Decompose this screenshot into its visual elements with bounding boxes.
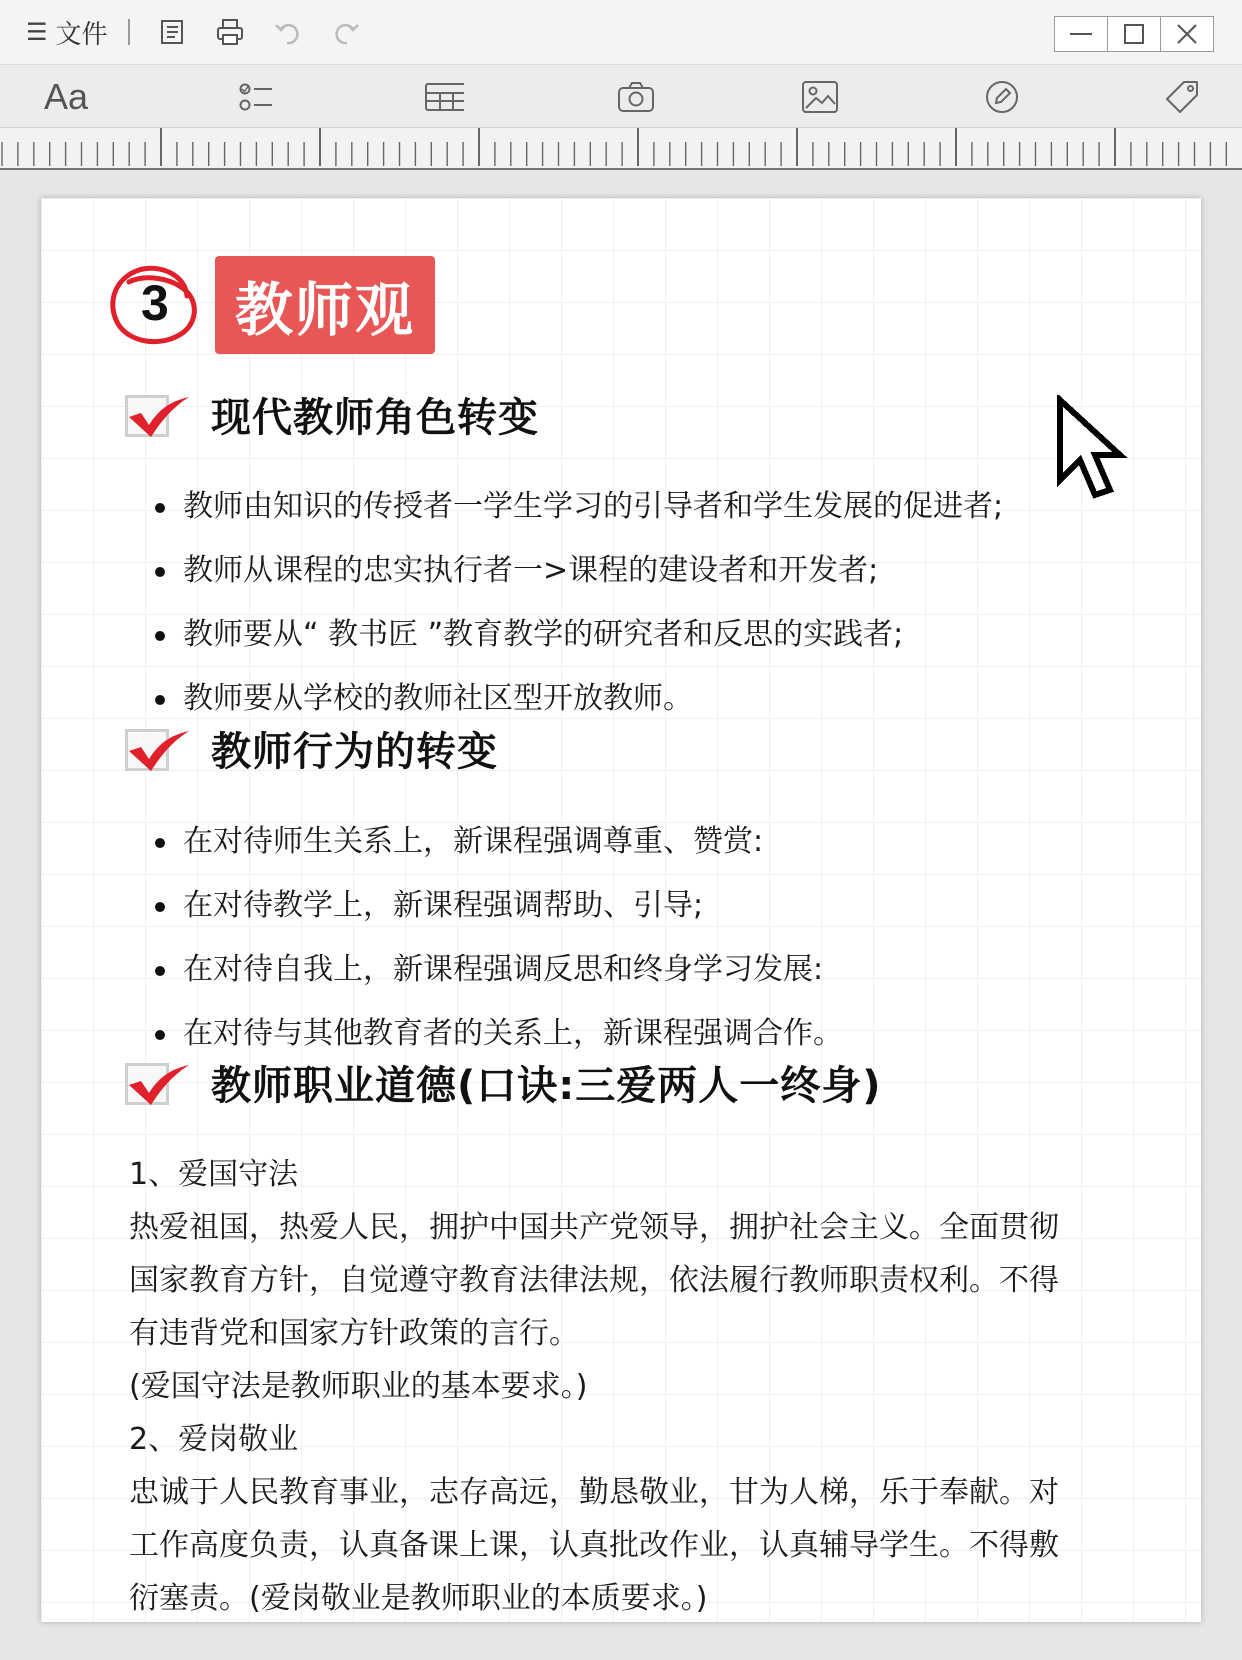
checkbox-icon — [125, 1055, 191, 1111]
titlebar-divider — [128, 19, 130, 45]
file-menu-button[interactable] — [26, 14, 108, 51]
ruler — [0, 128, 1242, 170]
list-item: 教师由知识的传授者一学生学习的引导者和学生发展的促进者; — [151, 475, 1003, 539]
bullet-list-1 — [151, 475, 1003, 731]
list-item: 教师要从“ 教书匠 ”教育教学的研究者和反思的实践者; — [151, 603, 1003, 667]
mouse-pointer-icon — [1055, 395, 1135, 505]
list-item: 教师从课程的忠实执行者一>课程的建设者和开发者; — [151, 539, 1003, 603]
text-line: 工作高度负责，认真备课上课，认真批改作业，认真辅导学生。不得敷 — [129, 1528, 1059, 1563]
title-bar — [0, 0, 1242, 65]
document-page[interactable] — [41, 198, 1201, 1622]
badge-number: 3 — [141, 275, 169, 331]
section-heading-3 — [125, 1054, 882, 1111]
checkbox-icon — [125, 721, 191, 777]
image-icon[interactable] — [800, 77, 840, 117]
text-line: 衍塞责。(爱岗敬业是教师职业的本质要求。) — [129, 1581, 708, 1616]
body-paragraphs — [129, 1148, 1129, 1622]
file-menu-label: 文件 — [55, 19, 108, 50]
minimize-icon[interactable] — [1055, 17, 1108, 51]
format-toolbar — [0, 65, 1242, 128]
tag-icon[interactable] — [1162, 77, 1202, 117]
section-number-badge — [101, 256, 211, 356]
text-line: 热爱祖国，热爱人民，拥护中国共产党领导，拥护社会主义。全面贯彻 — [129, 1210, 1059, 1245]
undo-icon[interactable] — [268, 12, 308, 52]
list-item: 在对待自我上，新课程强调反思和终身学习发展: — [151, 938, 843, 1002]
pen-icon[interactable] — [982, 77, 1022, 117]
bullet-list-2 — [151, 810, 843, 1066]
title-banner — [215, 256, 435, 354]
section-title: 教师行为的转变 — [211, 729, 498, 775]
text-line: 忠诚于人民教育事业，志存高远，勤恳敬业，甘为人梯，乐于奉献。对 — [129, 1475, 1059, 1510]
redo-icon[interactable] — [326, 12, 366, 52]
camera-icon[interactable] — [616, 77, 656, 117]
close-icon[interactable] — [1161, 17, 1213, 51]
text-line: (爱国守法是教师职业的基本要求。) — [129, 1369, 588, 1404]
section-title: 现代教师角色转变 — [211, 395, 539, 441]
menu-icon: ☰ — [26, 18, 48, 46]
window-controls — [1054, 16, 1214, 52]
maximize-icon[interactable] — [1108, 17, 1161, 51]
font-style-label: Aa — [44, 76, 89, 117]
list-item: 在对待教学上，新课程强调帮助、引导; — [151, 874, 843, 938]
section-heading-1 — [125, 386, 539, 443]
list-item: 在对待与其他教育者的关系上，新课程强调合作。 — [151, 1002, 843, 1066]
page-title: 教师观 — [235, 276, 416, 344]
text-line: 2、爱岗敬业 — [129, 1422, 299, 1457]
outline-icon[interactable] — [152, 12, 192, 52]
text-line: 有违背党和国家方针政策的言行。 — [129, 1316, 579, 1351]
text-line: 国家教育方针，自觉遵守教育法律法规，依法履行教师职责权利。不得 — [129, 1263, 1059, 1298]
table-icon[interactable] — [424, 77, 464, 117]
section-title: 教师职业道德(口诀:三爱两人一终身) — [211, 1063, 882, 1109]
list-item: 教师要从学校的教师社区型开放教师。 — [151, 667, 1003, 731]
ruler-ticks — [0, 128, 1242, 168]
checkbox-icon — [125, 387, 191, 443]
font-style-button[interactable] — [44, 77, 88, 117]
section-heading-2 — [125, 720, 498, 777]
text-line: 1、爱国守法 — [129, 1157, 299, 1192]
print-icon[interactable] — [210, 12, 250, 52]
list-item: 在对待师生关系上，新课程强调尊重、赞赏: — [151, 810, 843, 874]
list-icon[interactable] — [236, 77, 276, 117]
